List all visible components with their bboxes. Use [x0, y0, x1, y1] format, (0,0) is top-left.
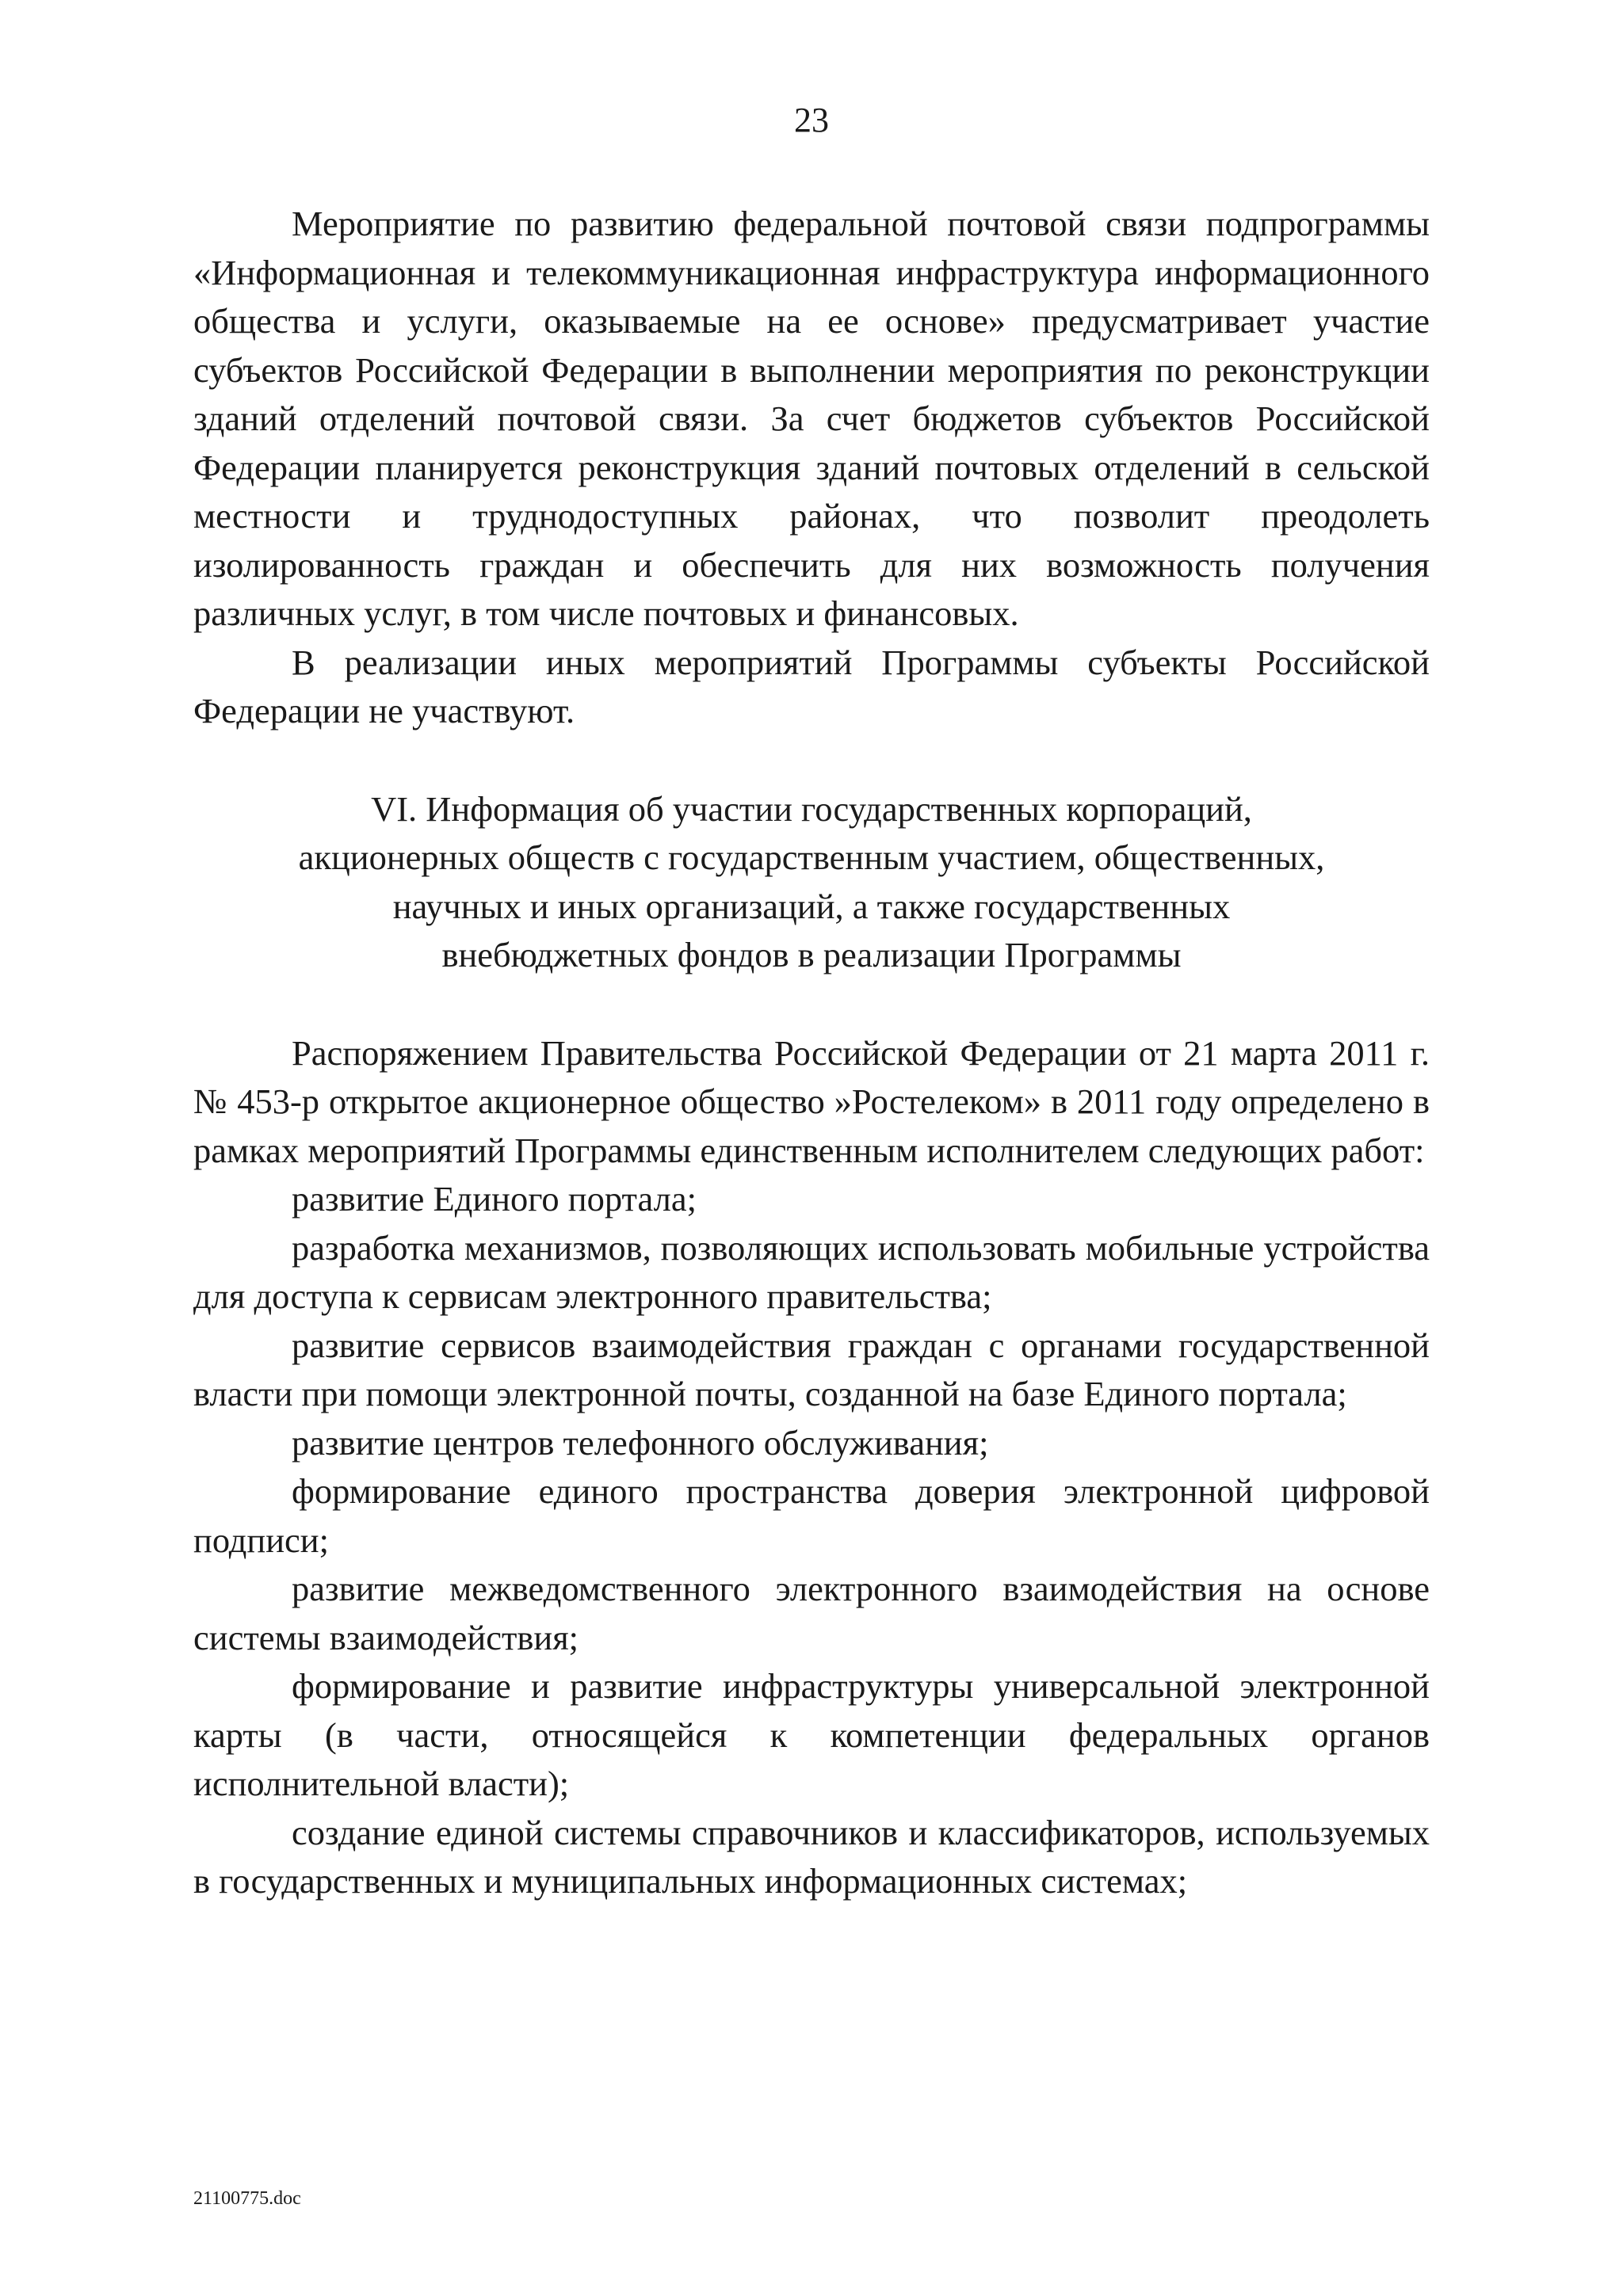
paragraph-government-order: Распоряжением Правительства Российской Федерации от 21 марта 2011 г. № 453-р открытое акционерное общество »Ростелеком» в 2011 году определено в рамках мероприятий Программы единственным исполнителем следующих работ:: [193, 1032, 1430, 1170]
list-item: развитие межведомственного электронного взаимодействия на основе системы взаимодействия;: [193, 1569, 1430, 1657]
paragraph-postal-program: Мероприятие по развитию федеральной почтовой связи подпрограммы «Информационная и телекоммуникационная инфраструктура информационного общества и услуги, оказываемые на ее основе» предусматривает участие субъектов Российской Федерации в выполнении мероприятия по реконструкции зданий отделений почтовой связи. За счет бюджетов субъектов Российской Федерации планируется реконструкция зданий почтовых отделений в сельской местности и труднодоступных районах, что позволит преодолеть изолированность граждан и обеспечить для них возможность получения различных услуг, в том числе почтовых и финансовых.: [193, 204, 1430, 633]
section-heading-line: внебюджетных фондов в реализации Программы: [441, 935, 1182, 974]
section-heading: [193, 785, 1430, 980]
section-heading-line: научных и иных организаций, а также государственных: [392, 886, 1231, 926]
paragraph-regions-not-participating: В реализации иных мероприятий Программы субъекты Российской Федерации не участвуют.: [193, 642, 1430, 730]
page-number: 23: [794, 101, 829, 139]
section-heading-line: акционерных обществ с государственным участием, общественных,: [298, 837, 1325, 877]
list-item: развитие сервисов взаимодействия граждан с органами государственной власти при помощи электронной почты, созданной на базе Единого портала;: [193, 1325, 1430, 1413]
footer-filename: 21100775.doc: [193, 2188, 301, 2209]
list-item: развитие центров телефонного обслуживания;: [292, 1422, 989, 1463]
document-body: [193, 200, 1430, 1906]
section-heading-line: VI. Информация об участии государственных корпораций,: [371, 788, 1252, 829]
list-item: создание единой системы справочников и классификаторов, используемых в государственных и муниципальных информационных системах;: [193, 1812, 1430, 1901]
list-item: развитие Единого портала;: [292, 1179, 697, 1219]
list-item: формирование и развитие инфраструктуры универсальной электронной карты (в части, относящейся к компетенции федеральных органов исполнительной власти);: [193, 1666, 1430, 1803]
list-item: формирование единого пространства доверия электронной цифровой подписи;: [193, 1471, 1430, 1560]
list-item: разработка механизмов, позволяющих использовать мобильные устройства для доступа к сервисам электронного правительства;: [193, 1227, 1430, 1316]
